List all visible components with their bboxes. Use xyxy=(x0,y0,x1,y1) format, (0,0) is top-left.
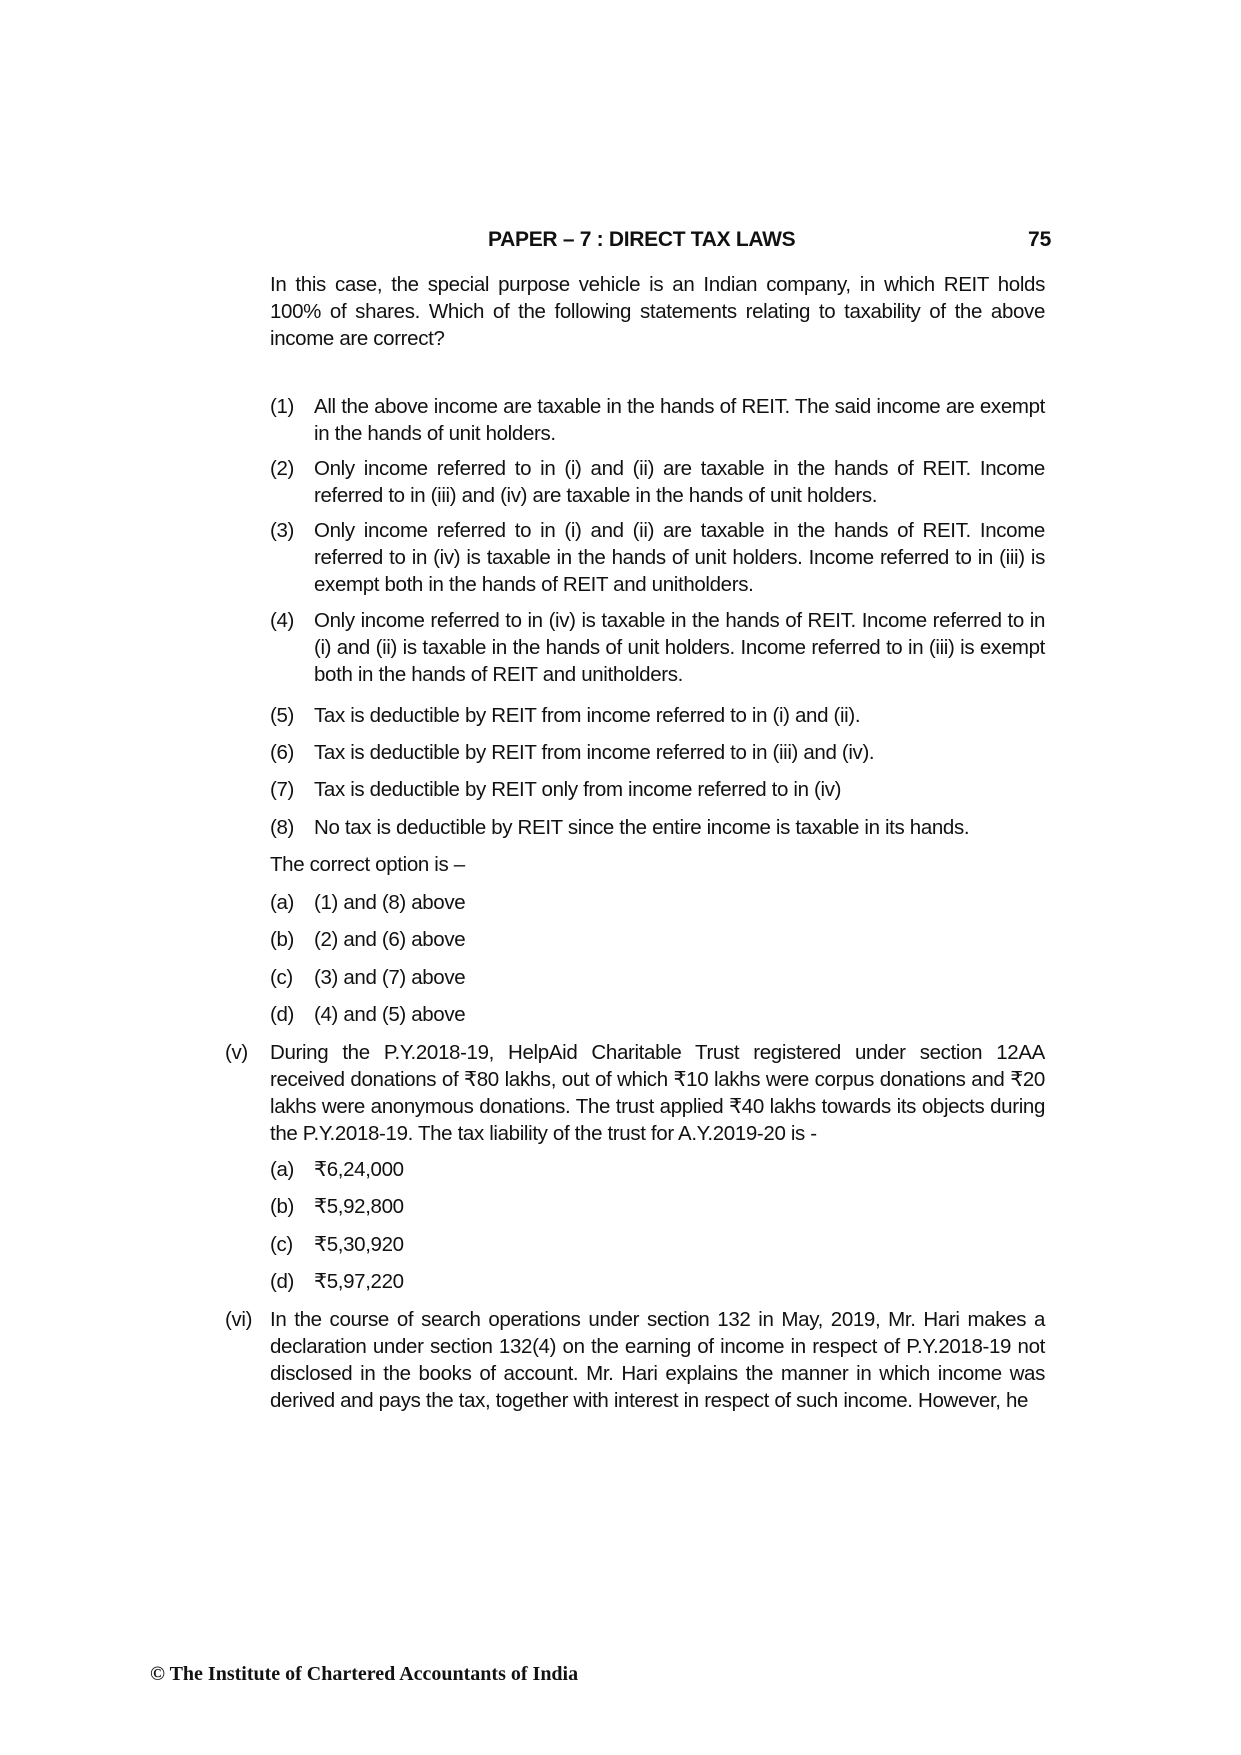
option-letter: (b) xyxy=(270,928,295,951)
option-text: (2) and (6) above xyxy=(314,928,466,951)
option-letter: (b) xyxy=(270,1195,295,1218)
statement-number: (7) xyxy=(270,778,295,801)
option-letter: (c) xyxy=(270,1233,293,1256)
statement-text: Tax is deductible by REIT from income referred to in (iii) and (iv). xyxy=(314,741,875,764)
statement-text: All the above income are taxable in the hands of REIT. The said income are exempt in the hands of unit holders. xyxy=(314,395,1045,445)
option-letter: (d) xyxy=(270,1270,295,1293)
option-letter: (a) xyxy=(270,891,295,914)
statement-number: (5) xyxy=(270,704,295,727)
page-number: 75 xyxy=(1028,228,1052,251)
statement-number: (6) xyxy=(270,741,295,764)
statement-item xyxy=(270,607,1045,688)
question-vi xyxy=(225,1306,1045,1414)
option-text: (1) and (8) above xyxy=(314,891,466,914)
statement-number: (4) xyxy=(270,609,295,632)
page-header-title: PAPER – 7 : DIRECT TAX LAWS xyxy=(488,228,796,251)
intro-paragraph: In this case, the special purpose vehicle is an Indian company, in which REIT holds 100% of shares. Which of the following statements relating to taxability of the above income are correct? xyxy=(270,273,1045,350)
question-text: During the P.Y.2018-19, HelpAid Charitable Trust registered under section 12AA received donations of ₹80 lakhs, out of which ₹10 lakhs were corpus donations and ₹20 lakhs were anonymous donations. The trust applied ₹40 lakhs towards its objects during the P.Y.2018-19. The tax liability of the trust for A.Y.2019-20 is - xyxy=(270,1041,1045,1145)
statement-text: No tax is deductible by REIT since the entire income is taxable in its hands. xyxy=(314,816,970,839)
statement-text: Tax is deductible by REIT from income referred to in (i) and (ii). xyxy=(314,704,861,727)
option-text: ₹5,97,220 xyxy=(314,1270,404,1293)
statement-text: Only income referred to in (i) and (ii) are taxable in the hands of REIT. Income referred to in (iv) is taxable in the hands of unit holders. Income referred to in (iii) is exempt both in the hands of REIT and unitholders. xyxy=(314,519,1045,596)
statement-number: (8) xyxy=(270,816,295,839)
option-letter: (c) xyxy=(270,966,293,989)
question-number: (vi) xyxy=(225,1308,253,1331)
option-text: (3) and (7) above xyxy=(314,966,466,989)
question-number: (v) xyxy=(225,1041,248,1064)
statement-text: Only income referred to in (i) and (ii) are taxable in the hands of REIT. Income referred to in (iii) and (iv) are taxable in the hands of unit holders. xyxy=(314,457,1045,507)
correct-option-label: The correct option is – xyxy=(270,853,465,876)
statement-number: (2) xyxy=(270,457,295,480)
option-text: ₹5,92,800 xyxy=(314,1195,404,1218)
statement-item xyxy=(270,393,1045,447)
statement-item xyxy=(270,517,1045,598)
statement-item xyxy=(270,455,1045,509)
statement-number: (1) xyxy=(270,395,295,418)
question-text: In the course of search operations under section 132 in May, 2019, Mr. Hari makes a declaration under section 132(4) on the earning of income in respect of P.Y.2018-19 not disclosed in the books of account. Mr. Hari explains the manner in which income was derived and pays the tax, together with interest in respect of such income. However, he xyxy=(270,1308,1045,1412)
statement-number: (3) xyxy=(270,519,295,542)
question-v xyxy=(225,1039,1045,1147)
copyright-footer: © The Institute of Chartered Accountants of India xyxy=(150,1663,579,1685)
option-text: (4) and (5) above xyxy=(314,1003,466,1026)
statement-text: Tax is deductible by REIT only from income referred to in (iv) xyxy=(314,778,842,801)
option-text: ₹6,24,000 xyxy=(314,1158,404,1181)
statement-text: Only income referred to in (iv) is taxable in the hands of REIT. Income referred to in (i) and (ii) is taxable in the hands of unit holders. Income referred to in (iii) is exempt both in the hands of REIT and unitholders. xyxy=(314,609,1045,686)
option-letter: (a) xyxy=(270,1158,295,1181)
option-text: ₹5,30,920 xyxy=(314,1233,404,1256)
option-letter: (d) xyxy=(270,1003,295,1026)
